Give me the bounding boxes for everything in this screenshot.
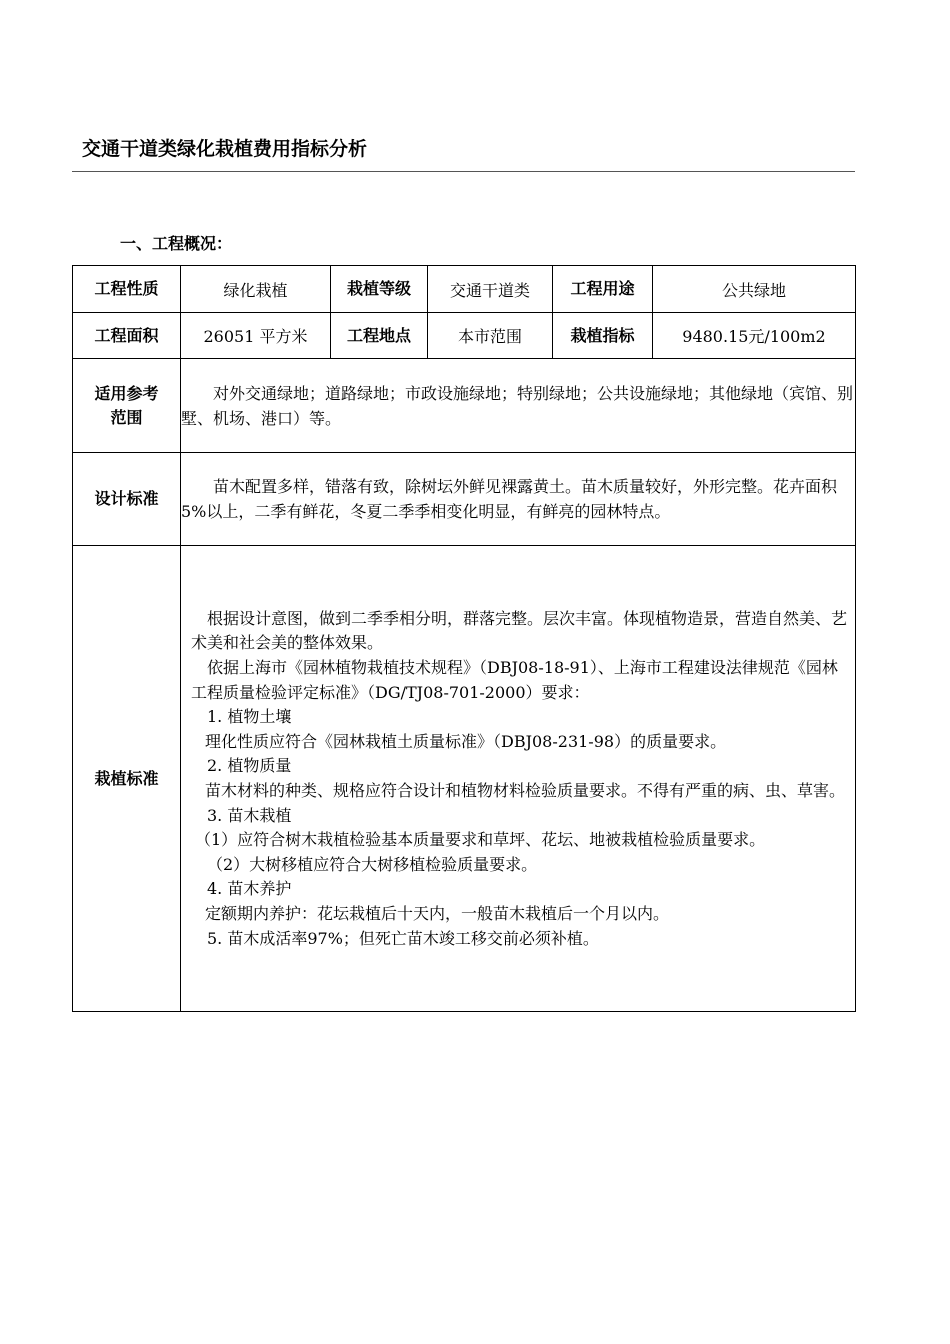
cell-planting-text xyxy=(181,546,856,1012)
planting-item-3: 3. 苗木栽植 xyxy=(207,805,292,825)
table-row xyxy=(73,453,856,546)
cell-label-project-use: 工程用途 xyxy=(553,266,653,313)
planting-item-4-text: 定额期内养护：花坛栽植后十天内，一般苗木栽植后一个月以内。 xyxy=(205,903,670,923)
cell-value-planting-grade: 交通干道类 xyxy=(428,266,553,313)
cell-label-scope xyxy=(73,359,181,453)
planting-item-3b: （2）大树移植应符合大树移植检验质量要求。 xyxy=(207,854,538,874)
cell-label-planting-grade: 栽植等级 xyxy=(331,266,428,313)
cell-label-planting-index: 栽植指标 xyxy=(553,313,653,359)
document-title: 交通干道类绿化栽植费用指标分析 xyxy=(82,138,368,160)
planting-item-1: 1. 植物土壤 xyxy=(207,707,292,727)
cell-value-project-use: 公共绿地 xyxy=(653,266,856,313)
table-row xyxy=(73,266,856,313)
planting-paragraph-1: 根据设计意图，做到二季季相分明，群落完整。层次丰富。体现植物造景，营造自然美、艺术美和社会美的整体效果。 xyxy=(191,608,848,653)
scope-label-line2: 范围 xyxy=(110,407,143,427)
cell-value-project-area: 26051 平方米 xyxy=(181,313,331,359)
scope-text: 对外交通绿地；道路绿地；市政设施绿地；特别绿地；公共设施绿地；其他绿地（宾馆、别墅、机场、港口）等。 xyxy=(181,383,854,428)
design-text: 苗木配置多样，错落有致，除树坛外鲜见裸露黄土。苗木质量较好，外形完整。花卉面积5%以上，二季有鲜花，冬夏二季季相变化明显，有鲜亮的园林特点。 xyxy=(181,477,838,521)
planting-item-1-text: 理化性质应符合《园林栽植土质量标准》（DBJ08-231-98）的质量要求。 xyxy=(205,731,727,751)
cell-scope-text xyxy=(181,359,856,453)
planting-item-3a: （1）应符合树木栽植检验基本质量要求和草坪、花坛、地被栽植检验质量要求。 xyxy=(195,830,766,850)
title-divider xyxy=(72,171,855,172)
cell-label-project-nature: 工程性质 xyxy=(73,266,181,313)
table-row xyxy=(73,313,856,359)
planting-item-4: 4. 苗木养护 xyxy=(207,879,292,899)
cell-value-planting-index: 9480.15元/100m2 xyxy=(653,313,856,359)
scope-label-line1: 适用参考 xyxy=(94,383,159,403)
cell-value-project-nature: 绿化栽植 xyxy=(181,266,331,313)
planting-item-2: 2. 植物质量 xyxy=(207,756,292,776)
cell-design-text xyxy=(181,453,856,546)
section-heading: 一、工程概况： xyxy=(120,234,233,253)
planting-paragraph-2: 依据上海市《园林植物栽植技术规程》（DBJ08-18-91）、上海市工程建设法律规范《园林工程质量检验评定标准》（DG/TJ08-701-2000）要求： xyxy=(191,658,838,702)
cell-label-project-area: 工程面积 xyxy=(73,313,181,359)
table-row xyxy=(73,359,856,453)
project-overview-table xyxy=(72,265,856,1012)
cell-value-project-location: 本市范围 xyxy=(428,313,553,359)
cell-label-planting-standard: 栽植标准 xyxy=(73,546,181,1012)
table-row xyxy=(73,546,856,1012)
planting-item-2-text: 苗木材料的种类、规格应符合设计和植物材料检验质量要求。不得有严重的病、虫、草害。 xyxy=(205,781,846,800)
cell-label-design-standard: 设计标准 xyxy=(73,453,181,546)
cell-label-project-location: 工程地点 xyxy=(331,313,428,359)
planting-item-5: 5. 苗木成活率97%；但死亡苗木竣工移交前必须补植。 xyxy=(207,928,599,948)
